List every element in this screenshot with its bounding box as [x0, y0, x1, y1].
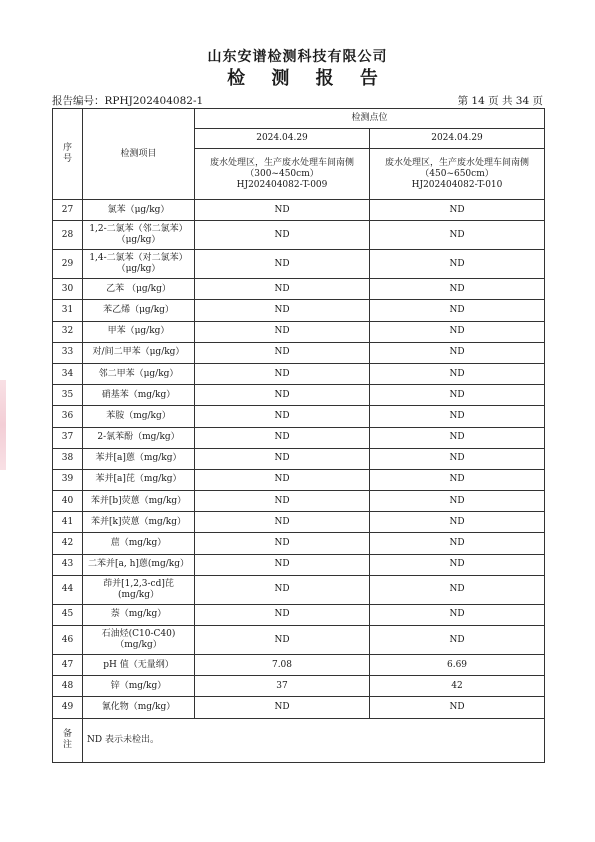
row-item: 甲苯（μg/kg） — [83, 321, 195, 342]
table-row — [53, 385, 545, 406]
row-item: 苯胺（mg/kg） — [83, 406, 195, 427]
row-item: 苯乙烯（μg/kg） — [83, 300, 195, 321]
row-value-2: ND — [370, 406, 545, 427]
row-number: 45 — [53, 604, 83, 625]
row-value-1: ND — [195, 512, 370, 533]
row-value-1: ND — [195, 626, 370, 655]
row-item: 苯并[b]荧蒽（mg/kg） — [83, 491, 195, 512]
row-number: 43 — [53, 554, 83, 575]
company-name: 山东安谱检测科技有限公司 — [207, 49, 388, 65]
table-row — [53, 626, 545, 655]
row-number: 38 — [53, 448, 83, 469]
row-value-2: ND — [370, 342, 545, 363]
row-value-2: ND — [370, 200, 545, 221]
page-info: 第 14 页 共 34 页 — [457, 95, 543, 107]
row-number: 41 — [53, 512, 83, 533]
point-header: 检测点位 — [195, 109, 545, 129]
row-number: 29 — [53, 250, 83, 279]
row-value-2: ND — [370, 533, 545, 554]
row-value-1: ND — [195, 221, 370, 250]
remark-row — [53, 718, 545, 762]
row-value-1: ND — [195, 385, 370, 406]
location-text-1: 废水处理区，生产废水处理车间南侧 （300~450cm） — [209, 157, 354, 179]
table-row — [53, 469, 545, 490]
table-row — [53, 300, 545, 321]
row-value-1: ND — [195, 200, 370, 221]
row-item: 对/间二甲苯（μg/kg） — [83, 342, 195, 363]
row-value-2: 42 — [370, 676, 545, 697]
table-row — [53, 200, 545, 221]
row-value-2: ND — [370, 427, 545, 448]
location-cell-2 — [370, 149, 545, 200]
row-value-2: 6.69 — [370, 655, 545, 676]
row-value-2: ND — [370, 626, 545, 655]
row-value-1: ND — [195, 342, 370, 363]
row-number: 37 — [53, 427, 83, 448]
row-number: 33 — [53, 342, 83, 363]
report-number: 报告编号：RPHJ202404082-1 — [52, 95, 204, 107]
row-value-2: ND — [370, 448, 545, 469]
row-number: 35 — [53, 385, 83, 406]
row-value-2: ND — [370, 250, 545, 279]
row-value-1: ND — [195, 533, 370, 554]
row-value-1: ND — [195, 554, 370, 575]
row-value-2: ND — [370, 221, 545, 250]
row-item: 硝基苯（mg/kg） — [83, 385, 195, 406]
table-row — [53, 279, 545, 300]
table-row — [53, 221, 545, 250]
sample-id-2: HJ202404082-T-010 — [411, 179, 503, 190]
row-number: 27 — [53, 200, 83, 221]
table-row — [53, 554, 545, 575]
row-number: 42 — [53, 533, 83, 554]
table-row — [53, 512, 545, 533]
row-value-2: ND — [370, 469, 545, 490]
row-value-2: ND — [370, 279, 545, 300]
row-number: 49 — [53, 697, 83, 718]
row-number: 46 — [53, 626, 83, 655]
row-value-1: ND — [195, 469, 370, 490]
location-text-2: 废水处理区，生产废水处理车间南侧 （450~650cm） — [385, 157, 530, 179]
table-row — [53, 250, 545, 279]
table-row — [53, 321, 545, 342]
row-item: 二苯并[a, h]蒽(mg/kg） — [83, 554, 195, 575]
row-value-1: ND — [195, 448, 370, 469]
row-item: 1,4-二氯苯（对二氯苯） （μg/kg） — [83, 250, 195, 279]
report-title: 检 测 报 告 — [227, 68, 388, 89]
item-header: 检测项目 — [83, 109, 195, 200]
row-value-1: ND — [195, 604, 370, 625]
row-value-2: ND — [370, 300, 545, 321]
row-value-1: ND — [195, 300, 370, 321]
table-row — [53, 427, 545, 448]
row-number: 48 — [53, 676, 83, 697]
table-row — [53, 655, 545, 676]
row-number: 31 — [53, 300, 83, 321]
seal-edge-mark — [0, 380, 6, 470]
row-number: 44 — [53, 575, 83, 604]
remark-label: 备 注 — [53, 718, 83, 762]
row-value-2: ND — [370, 385, 545, 406]
table-row — [53, 533, 545, 554]
row-item: 氯苯（μg/kg） — [83, 200, 195, 221]
row-number: 39 — [53, 469, 83, 490]
row-item: 1,2-二氯苯（邻二氯苯） （μg/kg） — [83, 221, 195, 250]
row-value-1: ND — [195, 575, 370, 604]
row-item: 乙苯 （μg/kg） — [83, 279, 195, 300]
row-item: 石油烃(C10-C40) （mg/kg） — [83, 626, 195, 655]
row-item: 锌（mg/kg） — [83, 676, 195, 697]
table-row — [53, 491, 545, 512]
row-value-1: 37 — [195, 676, 370, 697]
row-number: 36 — [53, 406, 83, 427]
row-value-2: ND — [370, 321, 545, 342]
row-item: 苯并[a]芘（mg/kg） — [83, 469, 195, 490]
row-number: 32 — [53, 321, 83, 342]
table-row — [53, 342, 545, 363]
row-item: 苯并[k]荧蒽（mg/kg） — [83, 512, 195, 533]
row-value-1: ND — [195, 321, 370, 342]
row-value-1: ND — [195, 363, 370, 384]
row-value-2: ND — [370, 363, 545, 384]
row-number: 47 — [53, 655, 83, 676]
table-row — [53, 575, 545, 604]
row-value-1: ND — [195, 279, 370, 300]
sample-id-1: HJ202404082-T-009 — [236, 179, 328, 190]
row-value-2: ND — [370, 554, 545, 575]
table-row — [53, 604, 545, 625]
seq-header: 序 号 — [53, 109, 83, 200]
row-item: 茚并[1,2,3-cd]芘 (mg/kg） — [83, 575, 195, 604]
row-item: 䓛（mg/kg） — [83, 533, 195, 554]
row-value-2: ND — [370, 604, 545, 625]
row-value-2: ND — [370, 697, 545, 718]
row-item: 苯并[a]蒽（mg/kg） — [83, 448, 195, 469]
row-item: 氰化物（mg/kg） — [83, 697, 195, 718]
date-cell-1: 2024.04.29 — [195, 129, 370, 149]
row-value-1: ND — [195, 427, 370, 448]
row-number: 28 — [53, 221, 83, 250]
row-item: pH 值（无量纲） — [83, 655, 195, 676]
table-row — [53, 448, 545, 469]
table-row — [53, 363, 545, 384]
table-row — [53, 406, 545, 427]
row-value-2: ND — [370, 491, 545, 512]
row-value-1: ND — [195, 406, 370, 427]
row-value-2: ND — [370, 512, 545, 533]
date-cell-2: 2024.04.29 — [370, 129, 545, 149]
row-value-2: ND — [370, 575, 545, 604]
row-number: 30 — [53, 279, 83, 300]
row-value-1: ND — [195, 491, 370, 512]
row-item: 萘（mg/kg） — [83, 604, 195, 625]
header-row — [53, 109, 545, 129]
row-item: 邻二甲苯（μg/kg） — [83, 363, 195, 384]
row-value-1: 7.08 — [195, 655, 370, 676]
table-row — [53, 676, 545, 697]
row-number: 40 — [53, 491, 83, 512]
row-number: 34 — [53, 363, 83, 384]
table-row — [53, 697, 545, 718]
location-cell-1 — [195, 149, 370, 200]
remark-text: ND 表示未检出。 — [83, 718, 545, 762]
row-value-1: ND — [195, 697, 370, 718]
row-value-1: ND — [195, 250, 370, 279]
results-table — [52, 108, 545, 763]
row-item: 2-氯苯酚（mg/kg） — [83, 427, 195, 448]
